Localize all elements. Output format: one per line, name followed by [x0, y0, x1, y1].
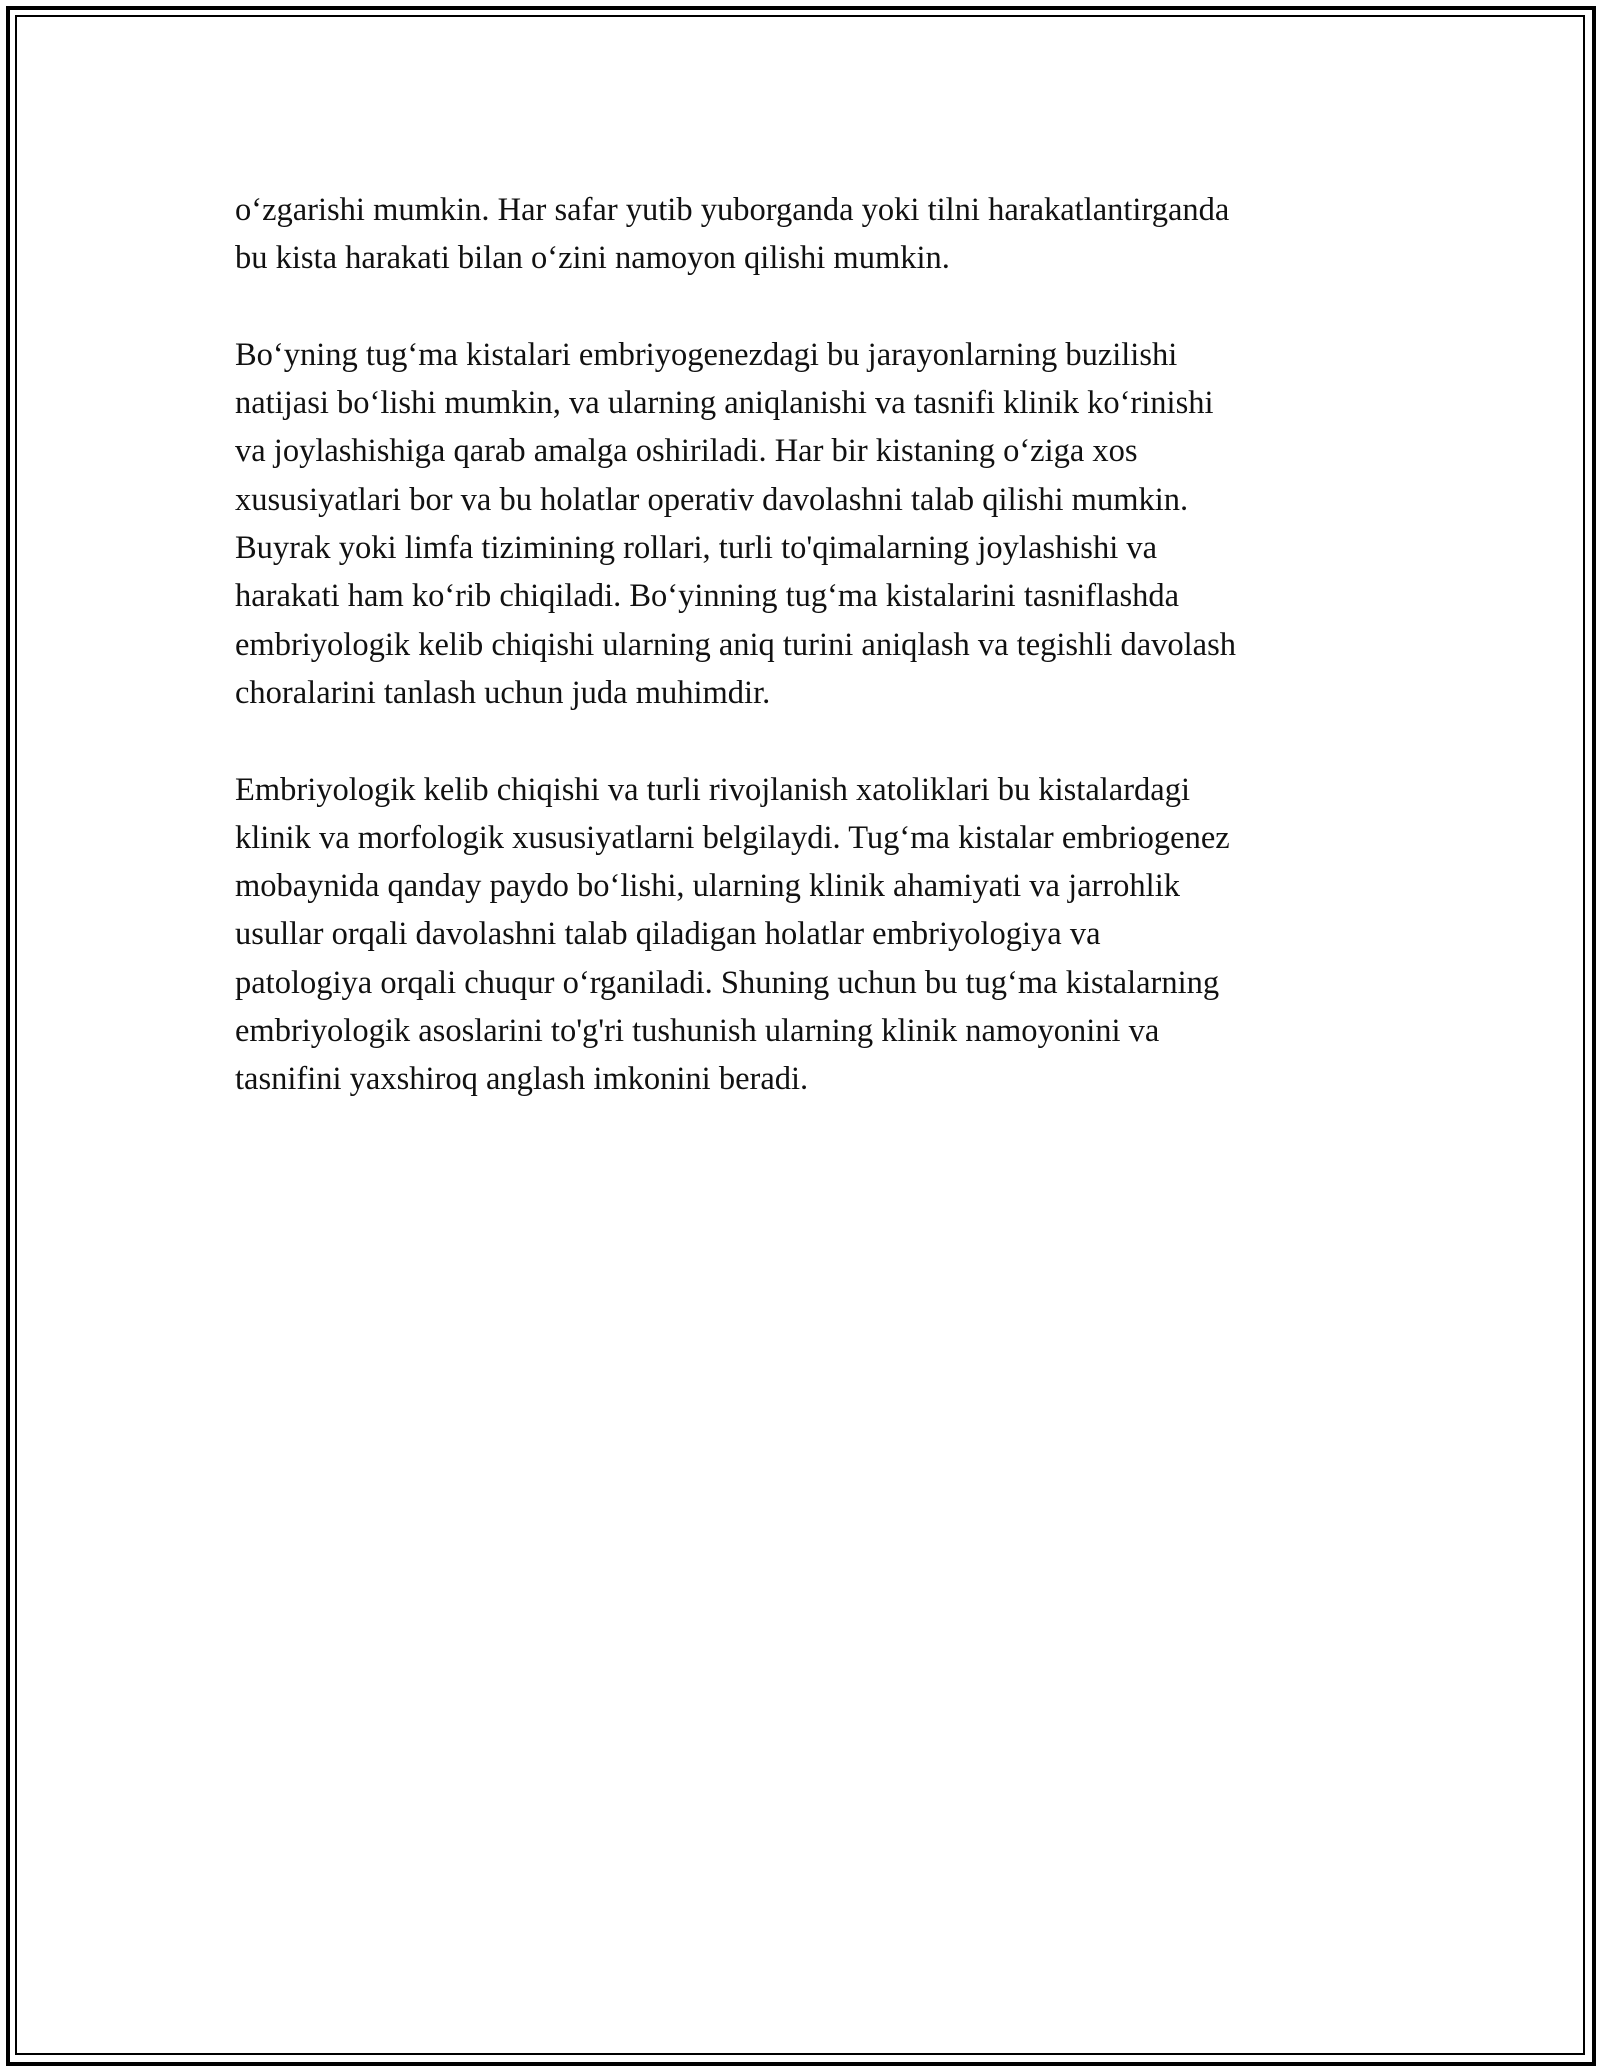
text-line: bu kista harakati bilan o‘zini namoyon qilishi mumkin. [235, 240, 950, 277]
text-line: o‘zgarishi mumkin. Har safar yutib yuborganda yoki tilni harakatlantirganda [235, 192, 1230, 228]
text-line: natijasi bo‘lishi mumkin, va ularning aniqlanishi va tasnifi klinik ko‘rinishi [235, 385, 1214, 422]
text-line: mobaynida qanday paydo bo‘lishi, ularning klinik ahamiyati va jarrohlik [235, 868, 1180, 905]
text-line: harakati ham ko‘rib chiqiladi. Bo‘yinning tug‘ma kistalarini tasniflashda [235, 578, 1180, 615]
text-line: patologiya orqali chuqur o‘rganiladi. Shuning uchun bu tug‘ma kistalarning [235, 964, 1220, 1001]
text-line: tasnifini yaxshiroq anglash imkonini beradi. [235, 1061, 809, 1098]
text-line: usullar orqali davolashni talab qiladigan holatlar embriyologiya va [235, 916, 1101, 953]
paragraph-1 [235, 186, 1375, 283]
text-line: klinik va morfologik xususiyatlarni belgilaydi. Tug‘ma kistalar embriogenez [235, 819, 1230, 856]
paragraph-2 [235, 331, 1375, 717]
text-line: Embriyologik kelib chiqishi va turli rivojlanish xatoliklari bu kistalardagi [235, 771, 1190, 808]
text-line: Bo‘yning tug‘ma kistalari embriyogenezdagi bu jarayonlarning buzilishi [235, 336, 1178, 373]
text-line: embriyologik asoslarini to'g'ri tushunish ularning klinik namoyonini va [235, 1013, 1160, 1050]
text-line: xususiyatlari bor va bu holatlar operativ davolashni talab qilishi mumkin. [235, 481, 1189, 518]
text-line: Buyrak yoki limfa tizimining rollari, turli to'qimalarning joylashishi va [235, 530, 1158, 567]
text-line: choralarini tanlash uchun juda muhimdir. [235, 674, 771, 711]
text-line: embriyologik kelib chiqishi ularning aniq turini aniqlash va tegishli davolash [235, 626, 1237, 663]
document-body [235, 186, 1375, 1152]
text-line: va joylashishiga qarab amalga oshiriladi. Har bir kistaning o‘ziga xos [235, 433, 1138, 470]
paragraph-3 [235, 766, 1375, 1104]
